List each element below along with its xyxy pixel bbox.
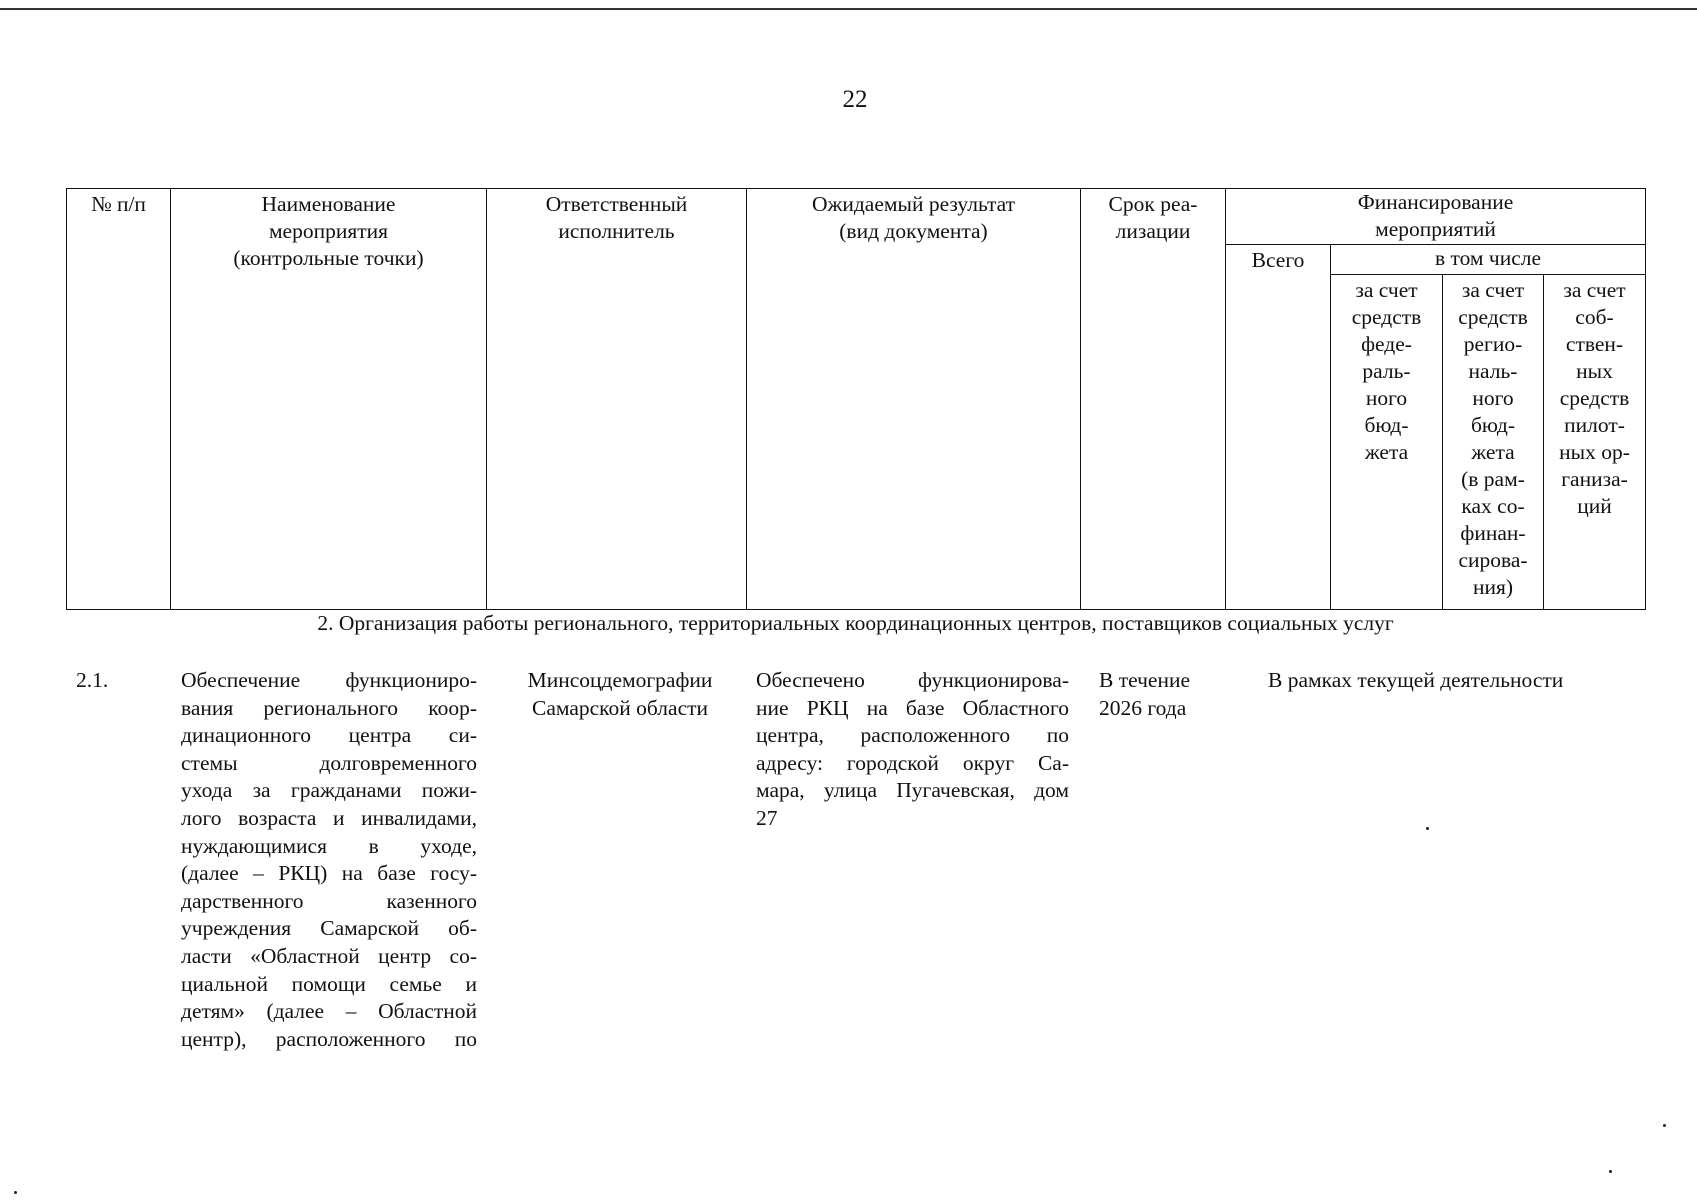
scan-speck — [1609, 1170, 1612, 1173]
header-number: № п/п — [67, 189, 171, 610]
header-table — [66, 188, 1646, 610]
row-executor: Минсоцдемографии Самарской области — [527, 668, 713, 720]
header-result: Ожидаемый результат (вид документа) — [747, 189, 1081, 610]
scan-speck — [14, 1191, 17, 1194]
section-title: 2. Организация работы регионального, территориальных координационных центров, поставщиков социальных услуг — [317, 611, 1394, 635]
header-term: Срок реа- лизации — [1081, 189, 1226, 610]
header-total: Всего — [1226, 245, 1331, 610]
top-border-line — [0, 8, 1697, 10]
scan-speck — [1663, 1124, 1666, 1127]
row-result: Обеспечено функционирова- ние РКЦ на базе Областного центра, расположенного по адресу: городской округ Са- мара, улица Пугачевская, дом 27 — [756, 668, 1069, 830]
header-including: в том числе — [1331, 245, 1646, 275]
header-name: Наименование мероприятия (контрольные точки) — [171, 189, 487, 610]
header-own-funds: за счет соб- ствен- ных средств пилот- ных ор- ганиза- ций — [1544, 275, 1646, 610]
scan-speck — [1426, 827, 1429, 830]
row-name: Обеспечение функциониро- вания регионального коор- динационного центра си- стемы долговременного ухода за гражданами пожи- лого возраста и инвалидами, нуждающимися в уходе, (далее – РКЦ) на базе госу- дарственного казенного учреждения Самарской об- ласти «Областной центр со- циальной помощи семье и детям» (далее – Областной центр), расположенного по — [181, 668, 477, 1051]
header-regional-budget: за счет средств регио- наль- ного бюд- жета (в рам- ках со- финан- сирова- ния) — [1443, 275, 1544, 610]
header-executor: Ответственный исполнитель — [487, 189, 747, 610]
header-federal-budget: за счет средств феде- раль- ного бюд- жета — [1331, 275, 1443, 610]
header-financing: Финансирование мероприятий — [1226, 189, 1646, 245]
row-term: В течение 2026 года — [1099, 668, 1191, 720]
row-financing: В рамках текущей деятельности — [1268, 668, 1564, 692]
page-number: 22 — [842, 86, 868, 113]
row-number: 2.1. — [76, 668, 109, 692]
